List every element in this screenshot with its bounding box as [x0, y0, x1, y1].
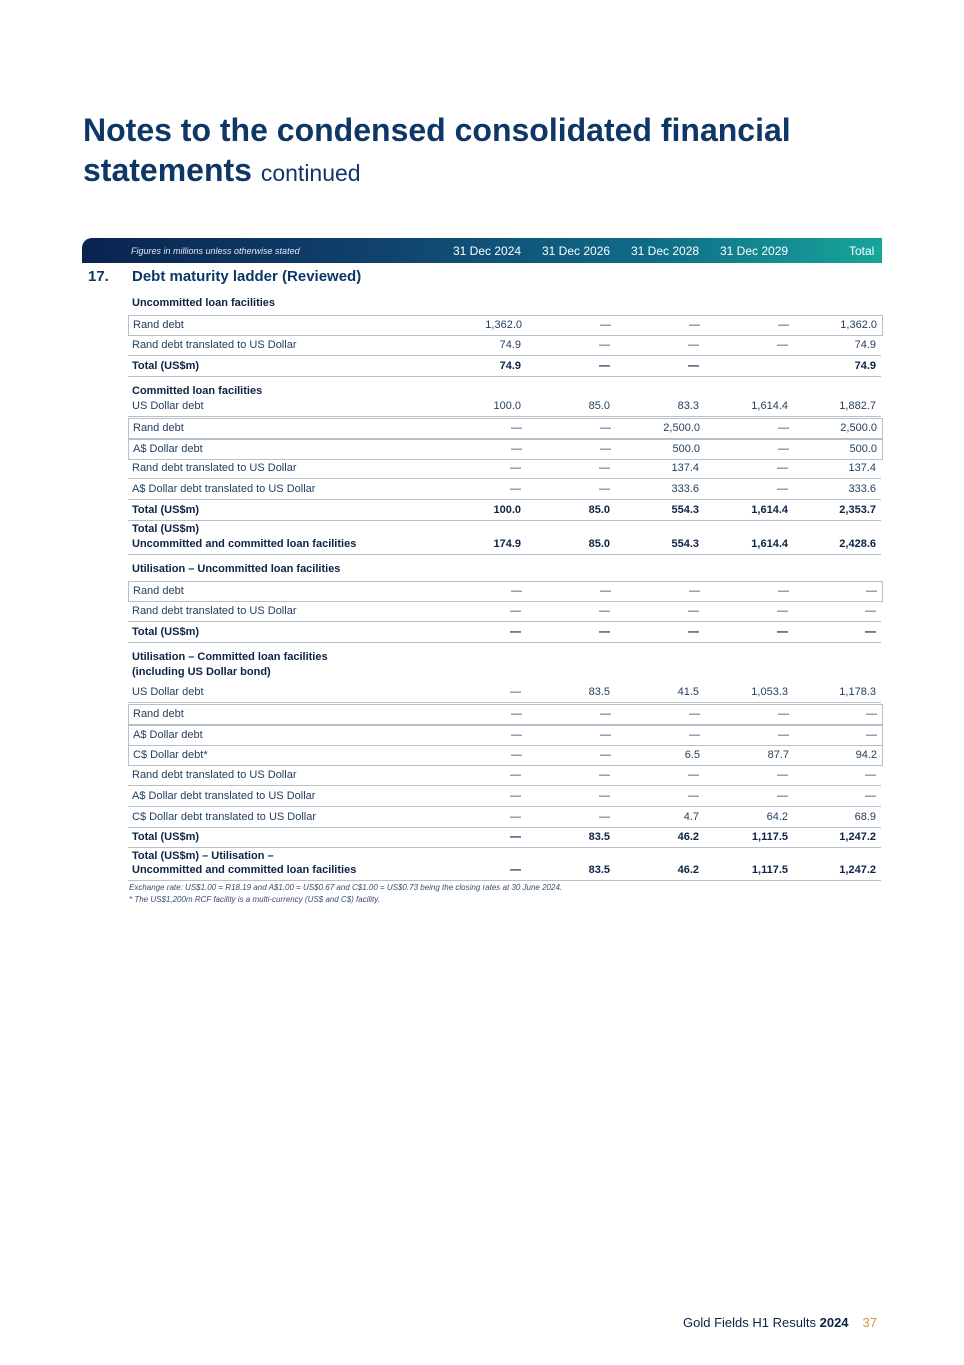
row-value: 174.9	[493, 538, 521, 550]
row-value: —	[600, 585, 611, 597]
row-value: —	[778, 729, 789, 741]
table-row	[128, 663, 881, 682]
row-value: —	[511, 422, 522, 434]
row-value: 1,614.4	[751, 400, 788, 412]
row-value: —	[510, 790, 521, 802]
row-value: 100.0	[493, 400, 521, 412]
row-value: 2,428.6	[839, 538, 876, 550]
footer-year: 2024	[819, 1315, 849, 1330]
row-value: —	[865, 769, 876, 781]
row-value: —	[777, 790, 788, 802]
row-value: 74.9	[499, 339, 521, 351]
row-label: Uncommitted and committed loan facilities	[132, 864, 357, 876]
row-value: —	[865, 626, 876, 638]
row-value: —	[688, 769, 699, 781]
section-title: Debt maturity ladder (Reviewed)	[132, 268, 362, 285]
header-col-2028: 31 Dec 2028	[631, 244, 700, 258]
page-number: 37	[862, 1315, 877, 1330]
table-row	[128, 535, 881, 555]
row-value: —	[510, 811, 521, 823]
row-label: Total (US$m) – Utilisation –	[132, 850, 274, 862]
row-value: —	[778, 422, 789, 434]
header-col-2029: 31 Dec 2029	[720, 244, 789, 258]
table-row	[128, 439, 883, 460]
row-value: —	[599, 462, 610, 474]
table-row	[128, 315, 883, 336]
row-value: 68.9	[854, 811, 876, 823]
row-value: —	[777, 605, 788, 617]
row-label: Utilisation – Uncommitted loan facilities	[132, 563, 341, 575]
row-label: Rand debt	[133, 422, 184, 434]
row-value: 1,178.3	[839, 686, 876, 698]
row-value: —	[599, 626, 610, 638]
row-value: 1,053.3	[751, 686, 788, 698]
footnote-exchange-rate: Exchange rate: US$1.00 = R18.19 and A$1.00 = US$0.67 and C$1.00 = US$0.73 being the closing rates at 30 June 2024.	[129, 883, 563, 892]
row-label: Rand debt translated to US Dollar	[132, 462, 297, 474]
row-value: 2,500.0	[663, 422, 700, 434]
row-value: —	[600, 749, 611, 761]
row-value: —	[688, 360, 699, 372]
row-value: —	[599, 811, 610, 823]
row-value: 74.9	[499, 360, 521, 372]
row-label: A$ Dollar debt translated to US Dollar	[132, 790, 316, 802]
row-value: 1,614.4	[751, 538, 788, 550]
row-value: —	[689, 708, 700, 720]
row-label: Rand debt	[133, 708, 184, 720]
row-value: 83.5	[588, 831, 610, 843]
row-value: —	[599, 360, 610, 372]
row-value: 41.5	[677, 686, 699, 698]
row-value: 554.3	[671, 538, 699, 550]
row-label: Total (US$m)	[132, 504, 200, 516]
row-value: 2,500.0	[840, 422, 877, 434]
row-label: Uncommitted and committed loan facilities	[132, 538, 357, 550]
row-value: —	[510, 831, 521, 843]
row-value: 74.9	[854, 360, 876, 372]
row-value: —	[777, 339, 788, 351]
row-value: —	[511, 749, 522, 761]
row-label: Total (US$m)	[132, 831, 200, 843]
row-value: —	[778, 319, 789, 331]
row-value: —	[865, 605, 876, 617]
row-value: 1,362.0	[840, 319, 877, 331]
row-value: 83.3	[677, 400, 699, 412]
table-row	[128, 787, 881, 807]
row-value: 2,353.7	[839, 504, 876, 516]
row-value: —	[599, 790, 610, 802]
row-value: —	[777, 483, 788, 495]
row-label: Rand debt	[133, 585, 184, 597]
row-value: —	[689, 319, 700, 331]
row-value: —	[510, 769, 521, 781]
row-value: 83.5	[588, 686, 610, 698]
table-row	[128, 560, 881, 579]
row-value: —	[511, 729, 522, 741]
table-row	[128, 602, 881, 622]
row-label: Rand debt	[133, 319, 184, 331]
footer-company: Gold Fields H1 Results	[683, 1315, 816, 1330]
row-label: US Dollar debt	[132, 686, 204, 698]
row-value: —	[777, 626, 788, 638]
row-value: —	[689, 729, 700, 741]
row-value: 1,882.7	[839, 400, 876, 412]
row-value: 1,247.2	[839, 831, 876, 843]
row-label: US Dollar debt	[132, 400, 204, 412]
row-label: A$ Dollar debt	[133, 443, 203, 455]
row-value: 500.0	[672, 443, 700, 455]
row-value: 46.2	[677, 831, 699, 843]
row-label: Rand debt translated to US Dollar	[132, 605, 297, 617]
page-footer	[600, 1315, 877, 1330]
table-row	[128, 725, 883, 746]
title-continued: continued	[260, 160, 361, 186]
row-value: —	[510, 686, 521, 698]
row-value: —	[510, 483, 521, 495]
table-row	[128, 683, 881, 703]
row-label: Utilisation – Committed loan facilities	[132, 651, 328, 663]
table-row	[128, 704, 883, 725]
row-value: 137.4	[671, 462, 699, 474]
row-label: Total (US$m)	[132, 360, 200, 372]
row-value: —	[599, 605, 610, 617]
row-value: —	[599, 769, 610, 781]
row-value: 94.2	[855, 749, 877, 761]
footnote-rcf: * The US$1,200m RCF facility is a multi-currency (US$ and C$) facility.	[129, 895, 380, 904]
table-row	[128, 418, 883, 439]
row-value: —	[511, 443, 522, 455]
row-value: —	[510, 462, 521, 474]
page-title	[83, 110, 903, 193]
row-value: 1,247.2	[839, 864, 876, 876]
row-value: 554.3	[671, 504, 699, 516]
row-value: —	[777, 462, 788, 474]
row-value: —	[777, 769, 788, 781]
header-col-2024: 31 Dec 2024	[453, 244, 522, 258]
row-value: 85.0	[588, 400, 610, 412]
table-header-bar	[82, 238, 882, 263]
row-value: —	[599, 339, 610, 351]
table-row	[128, 861, 881, 881]
table-row	[128, 459, 881, 479]
row-value: 83.5	[588, 864, 610, 876]
row-value: —	[866, 708, 877, 720]
row-value: 333.6	[848, 483, 876, 495]
row-value: 1,614.4	[751, 504, 788, 516]
table-row	[128, 336, 881, 356]
row-value: —	[688, 626, 699, 638]
row-value: —	[688, 790, 699, 802]
row-value: —	[778, 443, 789, 455]
row-value: —	[600, 443, 611, 455]
row-value: 333.6	[671, 483, 699, 495]
table-row	[128, 357, 881, 377]
row-value: 1,117.5	[751, 831, 788, 843]
row-label: Rand debt translated to US Dollar	[132, 769, 297, 781]
row-value: —	[778, 708, 789, 720]
row-value: —	[510, 626, 521, 638]
row-label: C$ Dollar debt translated to US Dollar	[132, 811, 317, 823]
row-label: Committed loan facilities	[132, 385, 263, 397]
row-label: Total (US$m)	[132, 626, 200, 638]
row-value: 1,117.5	[751, 864, 788, 876]
header-col-total: Total	[849, 244, 875, 258]
row-value: —	[778, 585, 789, 597]
row-value: —	[600, 422, 611, 434]
table-row	[128, 623, 881, 643]
row-value: 137.4	[848, 462, 876, 474]
row-label: Total (US$m)	[132, 523, 200, 535]
row-value: 74.9	[854, 339, 876, 351]
table-row	[128, 397, 881, 417]
row-value: —	[510, 605, 521, 617]
table-row	[128, 581, 883, 602]
row-value: —	[865, 790, 876, 802]
row-value: 500.0	[849, 443, 877, 455]
row-label: Uncommitted loan facilities	[132, 297, 276, 309]
row-label: A$ Dollar debt	[133, 729, 203, 741]
row-label: C$ Dollar debt*	[133, 749, 208, 761]
row-label: Rand debt translated to US Dollar	[132, 339, 297, 351]
row-value: —	[866, 585, 877, 597]
row-value: —	[600, 729, 611, 741]
row-value: —	[599, 483, 610, 495]
row-value: —	[511, 585, 522, 597]
title-line-2: statements	[83, 152, 252, 188]
row-value: 100.0	[493, 504, 521, 516]
row-label: (including US Dollar bond)	[132, 666, 271, 678]
row-value: —	[600, 319, 611, 331]
row-value: —	[600, 708, 611, 720]
row-value: 87.7	[767, 749, 789, 761]
table-row	[128, 808, 881, 828]
table-row	[128, 766, 881, 786]
table-row	[128, 294, 881, 313]
row-value: 6.5	[684, 749, 700, 761]
row-value: 1,362.0	[485, 319, 522, 331]
row-value: —	[511, 708, 522, 720]
row-value: 46.2	[677, 864, 699, 876]
header-col-2026: 31 Dec 2026	[542, 244, 611, 258]
section-number: 17.	[88, 268, 109, 285]
row-value: —	[689, 585, 700, 597]
row-value: 4.7	[683, 811, 699, 823]
table-row	[128, 828, 881, 848]
row-value: 85.0	[588, 504, 610, 516]
table-row	[128, 501, 881, 521]
header-note: Figures in millions unless otherwise stated	[131, 246, 300, 256]
row-value: —	[510, 864, 521, 876]
row-value: 85.0	[588, 538, 610, 550]
row-label: A$ Dollar debt translated to US Dollar	[132, 483, 316, 495]
table-row	[128, 480, 881, 500]
row-value: —	[688, 605, 699, 617]
row-value: 64.2	[766, 811, 788, 823]
title-line-1: Notes to the condensed consolidated financial	[83, 112, 791, 148]
row-value: —	[688, 339, 699, 351]
table-row	[128, 745, 883, 766]
row-value: —	[866, 729, 877, 741]
